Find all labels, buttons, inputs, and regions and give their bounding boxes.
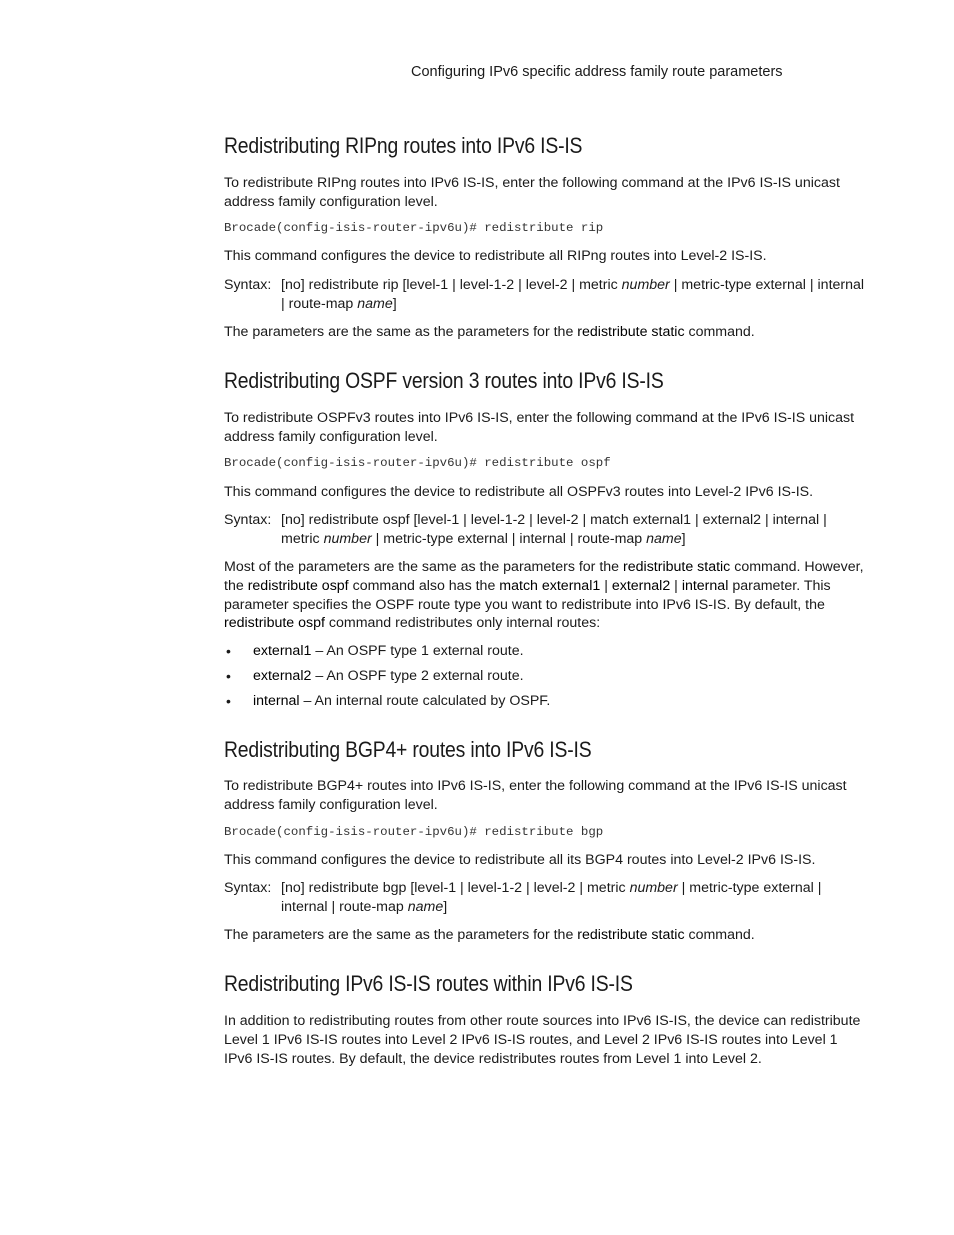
- syntax-part: [no] redistribute bgp [level-1 | level-1-2 | level-2 | metric: [281, 880, 626, 896]
- command-keyword: internal: [681, 577, 729, 594]
- text-run: command.: [688, 927, 755, 943]
- command-keyword: redistribute static: [623, 559, 731, 575]
- text-run: command. However, the: [224, 559, 864, 594]
- syntax-block-ripng: [224, 276, 869, 314]
- syntax-variable: number: [621, 277, 670, 293]
- section-intro-ripng: To redistribute RIPng routes into IPv6 IS-IS, enter the following command at the IPv6 IS-IS unicast address family configuration level.: [224, 175, 840, 210]
- command-description-ospf: This command configures the device to redistribute all OSPFv3 routes into Level-2 IPv6 IS-IS.: [224, 484, 814, 500]
- text-run: command redistributes only internal routes:: [328, 615, 601, 632]
- list-item-term: external1: [253, 643, 312, 659]
- syntax-part: internal | route-map: [281, 899, 404, 915]
- list-item: [224, 667, 869, 686]
- syntax-part: internal | route-map: [281, 277, 865, 312]
- command-keyword: redistribute static: [577, 927, 685, 943]
- section-heading-bgp: Redistributing BGP4+ routes into IPv6 IS-IS: [224, 737, 592, 762]
- syntax-label: Syntax:: [224, 512, 272, 528]
- syntax-part: [no] redistribute rip [level-1 | level-1-2 | level-2 | metric: [281, 277, 618, 293]
- syntax-block-ospf: [224, 511, 869, 549]
- running-header: Configuring IPv6 specific address family route parameters: [411, 64, 783, 80]
- command-keyword: redistribute ospf: [247, 577, 349, 594]
- parameters-note-ripng: [224, 323, 869, 342]
- command-keyword: match external1: [499, 577, 601, 594]
- list-item-term: internal: [253, 692, 300, 709]
- text-run: Most of the parameters are the same as the parameters for the: [224, 559, 620, 575]
- syntax-part: | metric-type external | internal | route-map: [375, 531, 643, 547]
- code-example-ospf: Brocade(config-isis-router-ipv6u)# redistribute ospf: [224, 456, 611, 470]
- syntax-variable: name: [407, 899, 444, 915]
- syntax-variable: number: [629, 880, 678, 896]
- text-run: |: [604, 577, 608, 594]
- parameters-note-ospf: [224, 558, 869, 633]
- list-item-text: – An internal route calculated by OSPF.: [303, 692, 551, 709]
- syntax-label: Syntax:: [224, 880, 272, 896]
- code-example-bgp: Brocade(config-isis-router-ipv6u)# redistribute bgp: [224, 825, 604, 839]
- syntax-part: [no] redistribute ospf [level-1 | level-1-2 | level-2 | match external1 | external2 | internal: [281, 512, 820, 528]
- bullet-icon: •: [226, 692, 231, 709]
- section-heading-ospf: Redistributing OSPF version 3 routes into IPv6 IS-IS: [224, 368, 664, 393]
- list-item: [224, 692, 869, 711]
- syntax-part: ]: [392, 296, 397, 312]
- section-intro-bgp: To redistribute BGP4+ routes into IPv6 IS-IS, enter the following command at the IPv6 IS-IS unicast address family configuration level.: [224, 778, 847, 813]
- parameters-note-bgp: [224, 926, 869, 945]
- section-heading-ripng: Redistributing RIPng routes into IPv6 IS-IS: [224, 133, 583, 158]
- list-item: [224, 642, 869, 661]
- syntax-part: | metric: [281, 512, 827, 547]
- syntax-part: ]: [681, 531, 686, 547]
- command-description-ripng: This command configures the device to redistribute all RIPng routes into Level-2 IS-IS.: [224, 248, 767, 264]
- text-run: The parameters are the same as the parameters for the: [224, 927, 574, 943]
- text-run: command.: [688, 324, 755, 340]
- text-run: parameter. This parameter specifies the OSPF route type you want to redistribute into IPv6 IS-IS. By default, the: [224, 577, 831, 613]
- syntax-part: | metric-type external |: [673, 277, 814, 293]
- syntax-block-bgp: [224, 879, 869, 917]
- syntax-label: Syntax:: [224, 277, 272, 293]
- list-item-text: – An OSPF type 2 external route.: [315, 667, 524, 684]
- syntax-part: ]: [443, 899, 448, 915]
- section-intro-isis: In addition to redistributing routes from other route sources into IPv6 IS-IS, the device can redistribute Level 1 IPv6 IS-IS routes into Level 2 IPv6 IS-IS routes, and Level 2 IPv6 IS-IS routes into Level 1 IPv6 IS-IS routes. By default, the device redistributes routes from Level 1 into Level 2.: [224, 1013, 861, 1067]
- code-example-ripng: Brocade(config-isis-router-ipv6u)# redistribute rip: [224, 221, 604, 235]
- text-run: command also has the: [352, 577, 496, 594]
- syntax-variable: name: [357, 296, 393, 312]
- command-keyword: redistribute ospf: [224, 615, 325, 632]
- section-heading-isis: Redistributing IPv6 IS-IS routes within IPv6 IS-IS: [224, 971, 633, 996]
- syntax-variable: number: [323, 531, 372, 547]
- command-keyword: redistribute static: [577, 324, 685, 340]
- text-run: |: [674, 577, 678, 594]
- command-description-bgp: This command configures the device to redistribute all its BGP4 routes into Level-2 IPv6 IS-IS.: [224, 852, 816, 868]
- section-intro-ospf: To redistribute OSPFv3 routes into IPv6 IS-IS, enter the following command at the IPv6 IS-IS unicast address family configuration level.: [224, 410, 855, 445]
- syntax-part: | metric-type external |: [681, 880, 822, 896]
- bullet-icon: •: [226, 667, 231, 684]
- list-item-text: – An OSPF type 1 external route.: [315, 643, 524, 659]
- list-item-term: external2: [253, 667, 312, 684]
- text-run: The parameters are the same as the parameters for the: [224, 324, 574, 340]
- bullet-icon: •: [226, 643, 231, 659]
- route-type-list: [224, 642, 869, 717]
- command-keyword: external2: [611, 577, 671, 594]
- syntax-variable: name: [646, 531, 682, 547]
